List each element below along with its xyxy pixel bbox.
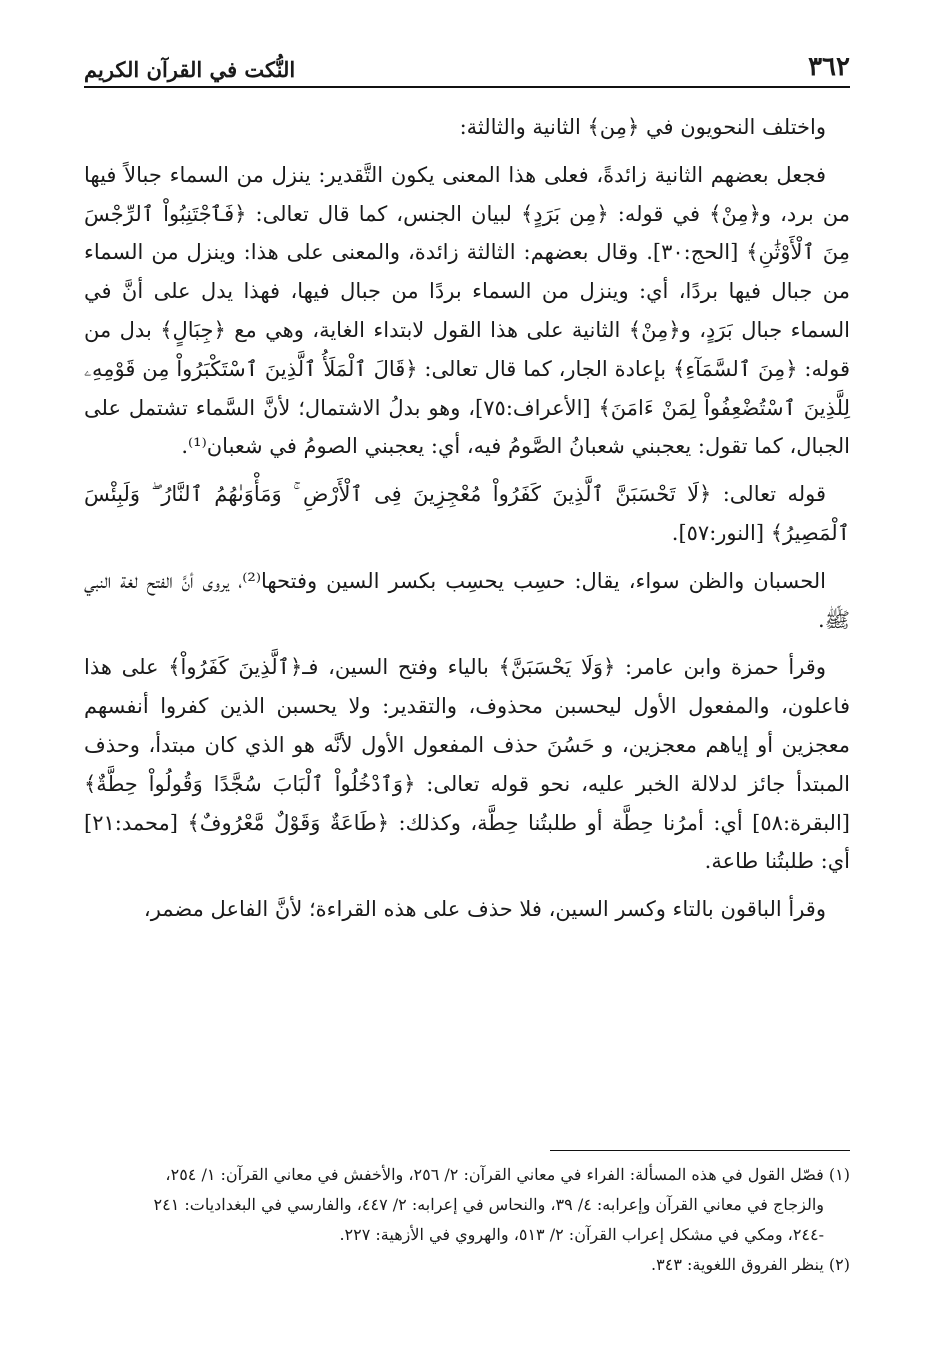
page-number: ٣٦٢ — [808, 52, 850, 82]
footnote-1-line-1: (١) فصّل القول في هذه المسألة: الفراء في معاني القرآن: ٢/ ٢٥٦، والأخفش في معاني القرآن: ١/ ٢٥٤، — [165, 1165, 850, 1184]
paragraph-5: وقرأ حمزة وابن عامر: ﴿وَلَا يَحْسَبَنَّ﴾ بالياء وفتح السين، فـ﴿ٱلَّذِينَ كَفَرُواْ﴾ على هذا فاعلون، والمفعول الأول ليحسبن محذوف، والتقدير: ولا يحسبن الذين كفروا أنفسهم معجزين أو إياهم معجزين، و حَسُنَ حذف المفعول الأول لأنَّه هو الذي كان مبتدأ، وحذف المبتدأ جائز لدلالة الخبر عليه، نحو قوله تعالى: ﴿وَٱدْخُلُواْ ٱلْبَابَ سُجَّدًا وَقُولُواْ حِطَّةٌ﴾ [البقرة:٥٨] أي: أمرُنا حِطَّة أو طلبتُنا حِطَّة، وكذلك: ﴿طَاعَةٌ وَقَوْلٌ مَّعْرُوفٌ﴾ [محمد:٢١] أي: طلبتُنا طاعة. — [84, 655, 850, 874]
book-title: النُّكت في القرآن الكريم — [84, 57, 296, 82]
paragraph-4: الحسبان والظن سواء، يقال: حسِب يحسِب بكسر السين وفتحها⁽²⁾، يروى أنَّ الفتح لغة النبي ﷺ. — [84, 568, 850, 632]
paragraph-1: واختلف النحويون في ﴿مِن﴾ الثانية والثالثة: — [459, 115, 826, 139]
main-text — [84, 108, 850, 938]
footnotes — [84, 1160, 850, 1280]
footnote-separator — [550, 1150, 850, 1151]
paragraph-3: قوله تعالى: ﴿لَا تَحْسَبَنَّ ٱلَّذِينَ كَفَرُواْ مُعْجِزِينَ فِى ٱلْأَرْضِ ۚ وَمَأْوَىٰهُمُ ٱلنَّارُ ۖ وَلَبِئْسَ ٱلْمَصِيرُ﴾ [النور:٥٧]. — [84, 482, 850, 545]
paragraph-6: وقرأ الباقون بالتاء وكسر السين، فلا حذف على هذه القراءة؛ لأنَّ الفاعل مضمر، — [143, 897, 826, 922]
running-header — [84, 42, 850, 88]
paragraph-2: فجعل بعضهم الثانية زائدةً، فعلى هذا المعنى يكون التَّقدير: ينزل من السماء جبالاً فيها من برد، و﴿مِنْ﴾ في قوله: ﴿مِن بَرَدٍ﴾ لبيان الجنس، كما قال تعالى: ﴿فَٱجْتَنِبُواْ ٱلرِّجْسَ مِنَ ٱلْأَوْثَٰنِ﴾ [الحج:٣٠]. وقال بعضهم: الثالثة زائدة، والمعنى على هذا: وينزل من السماء من جبال فيها بردًا، أي: وينزل من السماء بردًا من جبال فيها، فهذا يدل على أنَّ في السماء جبال بَرَدٍ، و﴿مِنْ﴾ الثانية على هذا القول لابتداء الغاية، وهي مع ﴿جِبَالٍ﴾ بدل من قوله: ﴿مِنَ ٱلسَّمَآءِ﴾ بإعادة الجار، كما قال تعالى: ﴿قَالَ ٱلْمَلَأُ ٱلَّذِينَ ٱسْتَكْبَرُواْ مِن قَوْمِهِۦ لِلَّذِينَ ٱسْتُضْعِفُواْ لِمَنْ ءَامَنَ﴾ [الأعراف:٧٥]، وهو بدلُ الاشتمال؛ لأنَّ السَّماء تشتمل على الجبال، كما تقول: يعجبني شعبانُ الصَّومُ فيه، أي: يعجبني الصومُ في شعبان⁽¹⁾. — [84, 162, 850, 459]
footnote-1-line-3: -٢٤٤، ومكي في مشكل إعراب القرآن: ٢/ ٥١٣، والهروي في الأزهية: ٢٢٧. — [339, 1225, 824, 1244]
footnote-1-line-2: والزجاج في معاني القرآن وإعرابه: ٤/ ٣٩، والنحاس في إعرابه: ٢/ ٤٤٧، والفارسي في البغداديات: ٢٤١ — [153, 1195, 824, 1214]
footnote-2: (٢) ينظر الفروق اللغوية: ٣٤٣. — [651, 1255, 850, 1274]
